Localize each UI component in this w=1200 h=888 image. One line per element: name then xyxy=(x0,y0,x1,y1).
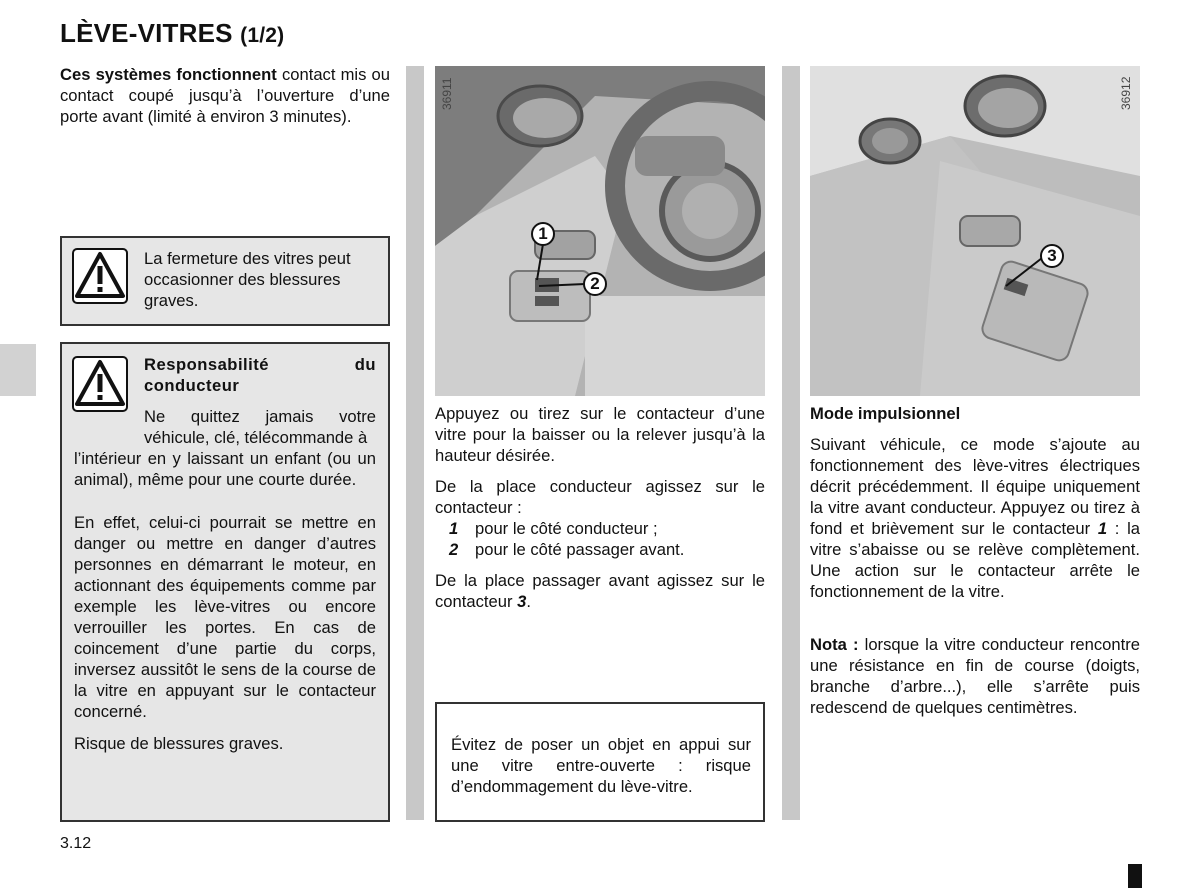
page-title-suffix: (1/2) xyxy=(240,24,285,47)
warning-box-2 xyxy=(60,342,390,822)
photo-code: 36911 xyxy=(440,77,454,110)
intro-paragraph xyxy=(60,64,390,127)
photo-code: 36912 xyxy=(1119,76,1133,110)
warning-2-body3: Risque de blessures graves. xyxy=(74,734,284,753)
warning-box-1 xyxy=(60,236,390,326)
col3-para1 xyxy=(810,434,1140,602)
passenger-door-illustration xyxy=(810,66,1140,396)
col2-para3-text: De la place passager avant agissez sur le contacteur xyxy=(435,571,765,611)
col3-para1-end: : la vitre s’abaisse ou se relève complètement. Une action sur le contacteur arrête le fonctionnement de la vitre. xyxy=(810,519,1140,601)
page-number: 3.12 xyxy=(60,835,92,852)
page-edge-marker xyxy=(1128,864,1142,888)
nota-label: Nota : xyxy=(810,635,859,654)
warning-triangle-icon xyxy=(72,248,128,304)
nota-paragraph xyxy=(810,634,1140,718)
driver-door-illustration xyxy=(435,66,765,396)
list-item-text: pour le côté conducteur ; xyxy=(475,519,658,538)
list-item-number: 2 xyxy=(449,540,459,559)
note-box-text: Évitez de poser un objet en appui sur une vitre entre-ouverte : risque d’endommagement du lève-vitre. xyxy=(451,735,751,796)
col2-para3 xyxy=(435,570,765,612)
col2-para3-num: 3 xyxy=(517,592,527,611)
list-item xyxy=(435,539,765,560)
interior-photo-driver xyxy=(435,66,765,396)
col2-para2: De la place conducteur agissez sur le contacteur : xyxy=(435,477,765,517)
list-item-number: 1 xyxy=(449,519,459,538)
warning-2-body1: l’intérieur en y laissant un enfant (ou un animal), même pour une courte durée. xyxy=(74,449,376,489)
chapter-tab xyxy=(0,344,36,396)
impulse-mode-heading: Mode impulsionnel xyxy=(810,404,961,423)
col3-para1-num: 1 xyxy=(1097,519,1108,538)
switch-list xyxy=(435,518,765,560)
callout-1: 1 xyxy=(531,222,555,246)
col3-para1-text: Suivant véhicule, ce mode s’ajoute au fonctionnement des lève-vitres électriques décrit précédemment. Il équipe uniquement la vitre avant conducteur. Appuyez ou tirez à fond et brièvement sur le contacteur xyxy=(810,435,1140,538)
column-separator-2 xyxy=(782,66,800,820)
page-title-text: LÈVE-VITRES xyxy=(60,18,233,48)
list-item-text: pour le côté passager avant. xyxy=(475,540,685,559)
note-box xyxy=(435,702,765,822)
warning-2-heading: Responsabilité du conducteur xyxy=(144,355,376,395)
warning-2-lead: Ne quittez jamais votre véhicule, clé, télécommande à xyxy=(144,407,376,447)
interior-photo-passenger xyxy=(810,66,1140,396)
column-separator-1 xyxy=(406,66,424,820)
page-title xyxy=(60,18,284,49)
callout-3: 3 xyxy=(1040,244,1064,268)
intro-text: contact mis ou contact coupé jusqu’à l’ouverture d’une porte avant (limité à environ 3 minutes). xyxy=(60,65,390,126)
nota-text: lorsque la vitre conducteur rencontre une résistance en fin de course (doigts, branche d’arbre...), elle s’arrête puis redescend de quelques centimètres. xyxy=(810,635,1140,717)
warning-1-text: La fermeture des vitres peut occasionner des blessures graves. xyxy=(144,249,351,310)
warning-2-body2: En effet, celui-ci pourrait se mettre en danger ou mettre en danger d’autres personnes en démarrant le moteur, en actionnant des équipements comme par exemple les lève-vitres ou encore verrouiller les portes. En cas de coincement d’une partie du corps, inversez aussitôt le sens de la course de la vitre en appuyant sur le contacteur concerné. xyxy=(74,513,376,721)
col2-para1: Appuyez ou tirez sur le contacteur d’une vitre pour la baisser ou la relever jusqu’à la hauteur désirée. xyxy=(435,404,765,465)
intro-bold: Ces systèmes fonctionnent xyxy=(60,65,277,84)
warning-triangle-icon xyxy=(72,356,128,412)
callout-2: 2 xyxy=(583,272,607,296)
col2-para3-end: . xyxy=(526,592,531,611)
list-item xyxy=(435,518,765,539)
